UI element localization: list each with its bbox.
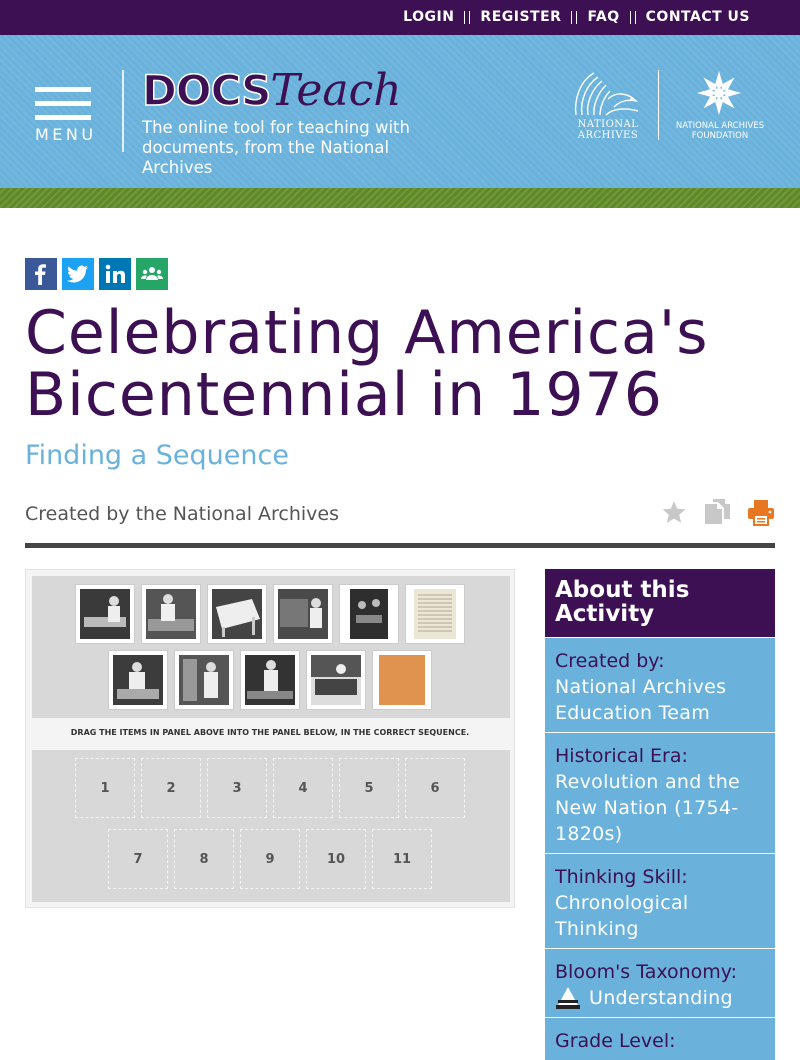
decorative-green-strip — [0, 188, 800, 208]
page-actions — [645, 498, 775, 526]
draggable-item[interactable] — [273, 584, 333, 644]
info-created-by — [545, 637, 775, 732]
photo-thumbnail — [179, 654, 229, 706]
info-historical-era — [545, 732, 775, 853]
print-button[interactable] — [747, 498, 775, 526]
facebook-icon — [31, 263, 51, 285]
menu-bar-icon — [35, 101, 91, 106]
logo-teach: Teach — [270, 65, 402, 116]
info-label: Created by: — [555, 650, 665, 672]
linkedin-share-button[interactable] — [99, 258, 131, 290]
photo-thumbnail — [344, 588, 394, 640]
photo-thumbnail — [278, 588, 328, 640]
printer-icon — [747, 498, 775, 526]
document-thumbnail — [410, 588, 460, 640]
draggable-item[interactable] — [174, 650, 234, 710]
logo-docs: DOCS — [142, 66, 271, 115]
site-tagline: The online tool for teaching with documents, from the National Archives — [142, 118, 410, 177]
draggable-item[interactable] — [75, 584, 135, 644]
national-archives-logo-text: NATIONAL ARCHIVES — [577, 119, 639, 141]
sequence-drop-panel — [32, 750, 510, 902]
faq-link[interactable]: FAQ — [587, 9, 620, 25]
activity-type: Finding a Sequence — [25, 440, 289, 471]
info-value[interactable]: Revolution and the New Nation (1754-1820s) — [555, 771, 741, 845]
info-value[interactable]: Chronological Thinking — [555, 892, 689, 940]
drop-slot[interactable]: 7 — [108, 829, 168, 889]
items-panel — [32, 576, 510, 718]
info-label: Bloom's Taxonomy: — [555, 961, 738, 983]
star-icon — [661, 499, 687, 525]
about-activity-sidebar — [545, 569, 775, 1060]
naf-logo-text: NATIONAL ARCHIVES FOUNDATION — [675, 121, 765, 141]
sidebar-heading: About this Activity — [545, 569, 775, 637]
photo-thumbnail — [80, 588, 130, 640]
facebook-share-button[interactable] — [25, 258, 57, 290]
twitter-icon — [67, 264, 89, 284]
nav-separator — [464, 11, 470, 24]
nav-separator — [571, 11, 577, 24]
draggable-item[interactable] — [240, 650, 300, 710]
header-divider — [122, 70, 124, 152]
favorite-button[interactable] — [661, 499, 687, 525]
drop-slot[interactable]: 9 — [240, 829, 300, 889]
linkedin-icon — [104, 263, 126, 285]
document-thumbnail — [377, 654, 427, 706]
share-bar — [25, 258, 173, 290]
copy-icon — [703, 498, 731, 526]
section-divider — [25, 543, 775, 548]
naf-star-icon[interactable] — [694, 69, 744, 117]
site-header — [0, 35, 800, 188]
photo-thumbnail — [245, 654, 295, 706]
pyramid-icon — [555, 986, 581, 1010]
drop-slot[interactable]: 5 — [339, 758, 399, 818]
sequence-activity — [25, 569, 515, 908]
activity-instruction: DRAG THE ITEMS IN PANEL ABOVE INTO THE PANEL BELOW, IN THE CORRECT SEQUENCE. — [70, 728, 470, 737]
menu-bar-icon — [35, 87, 91, 92]
register-link[interactable]: REGISTER — [480, 9, 562, 25]
contact-us-link[interactable]: CONTACT US — [645, 9, 750, 25]
drop-slot[interactable]: 11 — [372, 829, 432, 889]
draggable-item[interactable] — [108, 650, 168, 710]
google-classroom-icon — [140, 264, 164, 284]
draggable-item[interactable] — [306, 650, 366, 710]
drop-slot[interactable]: 10 — [306, 829, 366, 889]
docsteach-logo[interactable] — [142, 65, 402, 115]
drop-slot[interactable]: 4 — [273, 758, 333, 818]
photo-thumbnail — [113, 654, 163, 706]
info-label: Historical Era: — [555, 745, 688, 767]
twitter-share-button[interactable] — [62, 258, 94, 290]
info-grade-level — [545, 1017, 775, 1060]
duplicate-button[interactable] — [703, 498, 731, 526]
draggable-item[interactable] — [405, 584, 465, 644]
draggable-item[interactable] — [141, 584, 201, 644]
info-label: Thinking Skill: — [555, 866, 688, 888]
utility-nav — [403, 9, 750, 25]
page-title: Celebrating America's Bicentennial in 1976 — [25, 298, 709, 430]
drop-slot[interactable]: 2 — [141, 758, 201, 818]
draggable-item[interactable] — [339, 584, 399, 644]
info-value[interactable]: National Archives Education Team — [555, 676, 727, 724]
login-link[interactable]: LOGIN — [403, 9, 455, 25]
creator-credit: Created by the National Archives — [25, 503, 340, 525]
info-blooms-taxonomy — [545, 948, 775, 1017]
photo-thumbnail — [212, 588, 262, 640]
menu-label: MENU — [35, 125, 97, 144]
info-value: Understanding — [589, 987, 733, 1009]
drop-slot[interactable]: 6 — [405, 758, 465, 818]
menu-bar-icon — [35, 115, 91, 120]
drop-slot[interactable]: 8 — [174, 829, 234, 889]
photo-thumbnail — [146, 588, 196, 640]
photo-thumbnail — [311, 654, 361, 706]
drop-slot[interactable]: 3 — [207, 758, 267, 818]
utility-bar — [0, 0, 800, 35]
info-thinking-skill — [545, 853, 775, 948]
info-value-row[interactable] — [555, 985, 765, 1011]
logo-divider — [658, 70, 659, 140]
drop-slot[interactable]: 1 — [75, 758, 135, 818]
nav-separator — [630, 11, 636, 24]
info-label: Grade Level: — [555, 1030, 676, 1052]
menu-button[interactable] — [35, 87, 99, 147]
google-classroom-share-button[interactable] — [136, 258, 168, 290]
draggable-item[interactable] — [207, 584, 267, 644]
draggable-item[interactable] — [372, 650, 432, 710]
